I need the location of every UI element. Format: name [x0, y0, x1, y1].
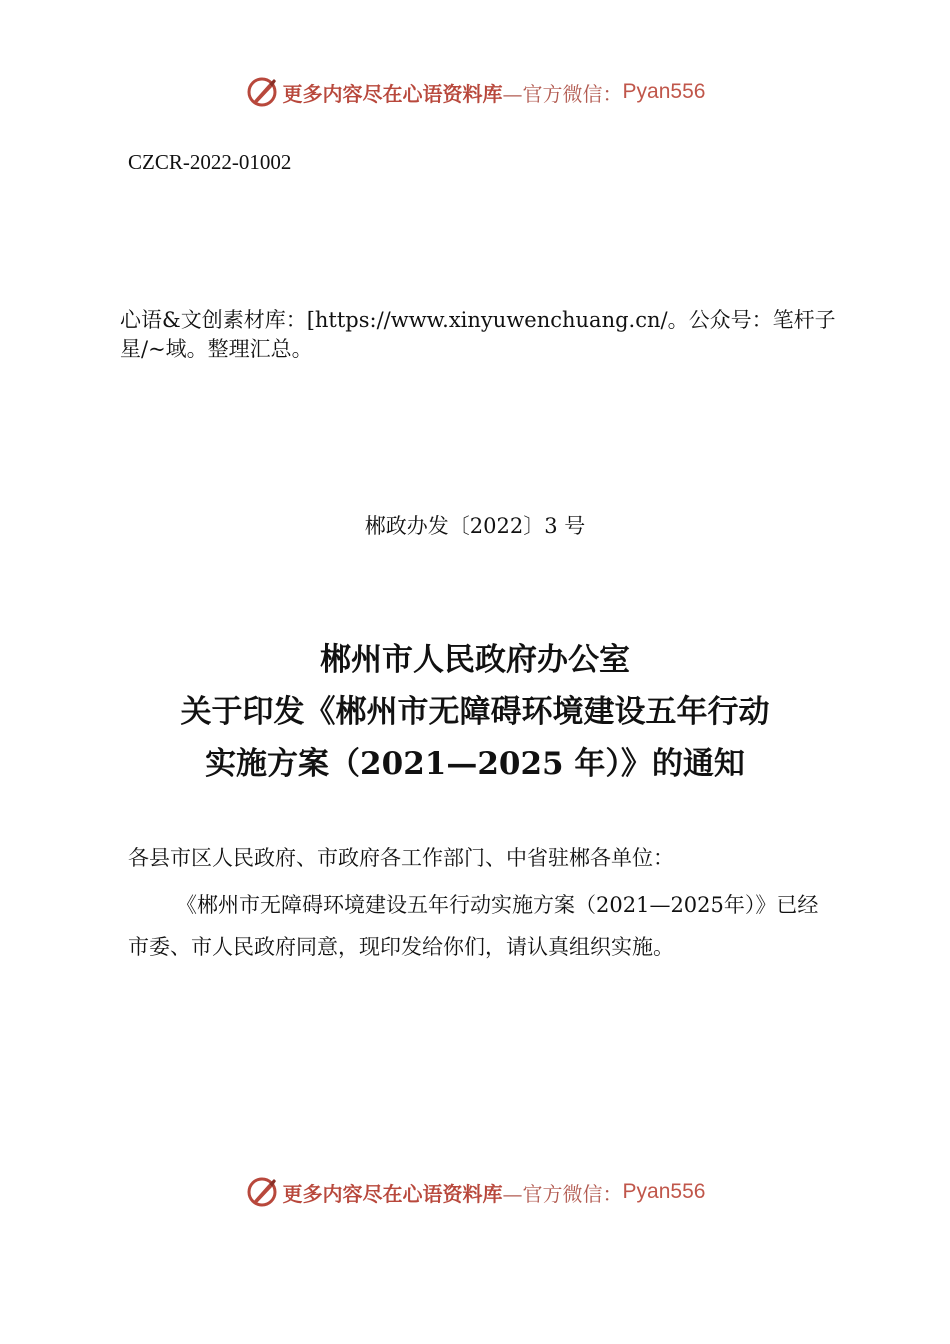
quill-pen-logo-icon — [245, 75, 279, 109]
banner-main-text: 更多内容尽在心语资料库 — [282, 81, 503, 106]
quill-pen-logo-icon — [245, 1175, 279, 1209]
banner-wechat-label: —官方微信： — [502, 1181, 623, 1206]
body-paragraph: 《郴州市无障碍环境建设五年行动实施方案（2021—2025年）》已经市委、市人民政府同意，现印发给你们，请认真组织实施。 — [128, 893, 819, 959]
document-body — [128, 842, 828, 968]
banner-wechat-id: Pyan556 — [622, 1180, 706, 1203]
title-line-3: 实施方案（2021—2025 年）》的通知 — [205, 746, 745, 782]
source-note: 心语&文创素材库：[https://www.xinyuwenchuang.cn/。公众号：笔杆子星/~域。整理汇总。 — [120, 308, 836, 361]
header-banner — [0, 72, 950, 112]
salutation: 各县市区人民政府、市政府各工作部门、中省驻郴各单位： — [128, 846, 674, 870]
title-line-1: 郴州市人民政府办公室 — [320, 642, 630, 678]
footer-banner — [0, 1172, 950, 1212]
document-code: CZCR-2022-01002 — [128, 150, 292, 174]
title-line-2: 关于印发《郴州市无障碍环境建设五年行动 — [180, 694, 770, 730]
banner-wechat-id: Pyan556 — [622, 80, 706, 103]
banner-wechat-label: —官方微信： — [502, 81, 623, 106]
banner-main-text: 更多内容尽在心语资料库 — [282, 1181, 503, 1206]
document-number: 郴政办发〔2022〕3 号 — [364, 514, 586, 538]
document-title — [0, 634, 950, 790]
